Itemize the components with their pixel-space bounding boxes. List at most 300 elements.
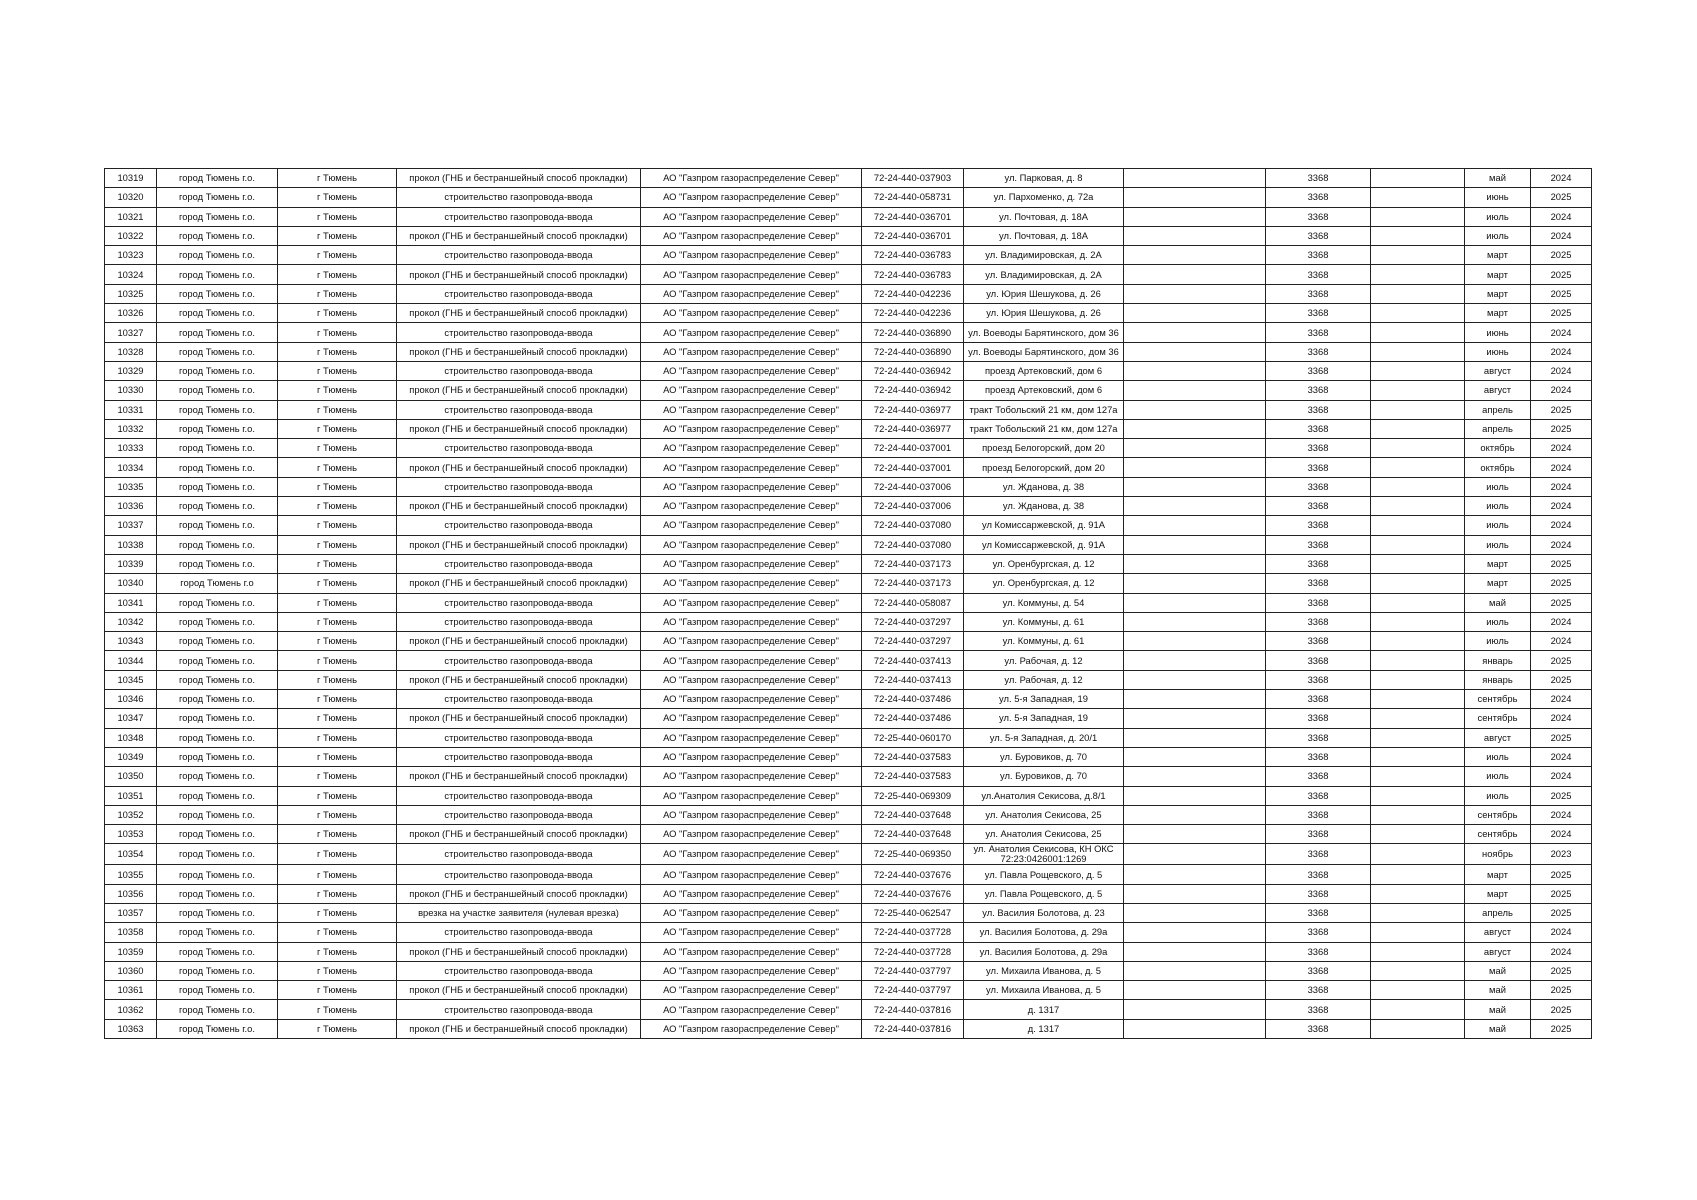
locality-cell: г Тюмень (278, 632, 397, 651)
table-row (105, 632, 1592, 651)
row-id-cell: 10359 (105, 942, 157, 961)
cadastral-cell: 72-24-440-036890 (862, 342, 964, 361)
table-row (105, 304, 1592, 323)
year-cell: 2024 (1531, 767, 1592, 786)
table-row (105, 323, 1592, 342)
month-cell: март (1465, 574, 1531, 593)
district-cell: город Тюмень г.о. (157, 516, 278, 535)
address-cell: д. 1317 (964, 1000, 1124, 1019)
month-cell: август (1465, 381, 1531, 400)
empty-cell (1124, 1000, 1266, 1019)
cadastral-cell: 72-24-440-037173 (862, 554, 964, 573)
code-cell: 3368 (1266, 825, 1371, 844)
table-row (105, 942, 1592, 961)
year-cell: 2025 (1531, 670, 1592, 689)
empty-cell (1371, 670, 1465, 689)
address-cell: ул Комиссаржевской, д. 91А (964, 535, 1124, 554)
row-id-cell: 10341 (105, 593, 157, 612)
district-cell: город Тюмень г.о. (157, 593, 278, 612)
month-cell: март (1465, 265, 1531, 284)
organization-cell: АО "Газпром газораспределение Север" (641, 593, 862, 612)
work-type-cell: прокол (ГНБ и бестраншейный способ прокладки) (397, 981, 641, 1000)
locality-cell: г Тюмень (278, 554, 397, 573)
year-cell: 2025 (1531, 865, 1592, 884)
address-cell: ул Комиссаржевской, д. 91А (964, 516, 1124, 535)
organization-cell: АО "Газпром газораспределение Север" (641, 844, 862, 865)
empty-cell (1124, 304, 1266, 323)
empty-cell (1371, 535, 1465, 554)
work-type-cell: прокол (ГНБ и бестраншейный способ прокладки) (397, 884, 641, 903)
address-cell: ул. Анатолия Секисова, 25 (964, 825, 1124, 844)
locality-cell: г Тюмень (278, 574, 397, 593)
locality-cell: г Тюмень (278, 439, 397, 458)
organization-cell: АО "Газпром газораспределение Север" (641, 439, 862, 458)
cadastral-cell: 72-24-440-037173 (862, 574, 964, 593)
district-cell: город Тюмень г.о. (157, 246, 278, 265)
row-id-cell: 10360 (105, 961, 157, 980)
organization-cell: АО "Газпром газораспределение Север" (641, 419, 862, 438)
work-type-cell: строительство газопровода-ввода (397, 844, 641, 865)
month-cell: июль (1465, 477, 1531, 496)
table-body (105, 169, 1592, 1039)
month-cell: июнь (1465, 188, 1531, 207)
year-cell: 2024 (1531, 805, 1592, 824)
year-cell: 2024 (1531, 169, 1592, 188)
locality-cell: г Тюмень (278, 786, 397, 805)
cadastral-cell: 72-24-440-037006 (862, 477, 964, 496)
year-cell: 2024 (1531, 942, 1592, 961)
address-cell: ул. Пархоменко, д. 72а (964, 188, 1124, 207)
empty-cell (1371, 1000, 1465, 1019)
organization-cell: АО "Газпром газораспределение Север" (641, 458, 862, 477)
code-cell: 3368 (1266, 265, 1371, 284)
cadastral-cell: 72-24-440-036783 (862, 246, 964, 265)
work-type-cell: прокол (ГНБ и бестраншейный способ прокладки) (397, 942, 641, 961)
row-id-cell: 10337 (105, 516, 157, 535)
work-type-cell: строительство газопровода-ввода (397, 516, 641, 535)
organization-cell: АО "Газпром газораспределение Север" (641, 207, 862, 226)
cadastral-cell: 72-24-440-042236 (862, 284, 964, 303)
code-cell: 3368 (1266, 844, 1371, 865)
empty-cell (1124, 439, 1266, 458)
district-cell: город Тюмень г.о. (157, 651, 278, 670)
empty-cell (1371, 226, 1465, 245)
month-cell: май (1465, 981, 1531, 1000)
locality-cell: г Тюмень (278, 884, 397, 903)
row-id-cell: 10330 (105, 381, 157, 400)
month-cell: июль (1465, 747, 1531, 766)
row-id-cell: 10336 (105, 497, 157, 516)
empty-cell (1371, 554, 1465, 573)
empty-cell (1371, 651, 1465, 670)
locality-cell: г Тюмень (278, 1019, 397, 1038)
table-row (105, 865, 1592, 884)
organization-cell: АО "Газпром газораспределение Север" (641, 265, 862, 284)
empty-cell (1371, 632, 1465, 651)
work-type-cell: строительство газопровода-ввода (397, 786, 641, 805)
cadastral-cell: 72-24-440-036783 (862, 265, 964, 284)
cadastral-cell: 72-25-440-069350 (862, 844, 964, 865)
empty-cell (1124, 709, 1266, 728)
address-cell: ул. Владимировская, д. 2А (964, 265, 1124, 284)
locality-cell: г Тюмень (278, 670, 397, 689)
month-cell: май (1465, 961, 1531, 980)
table-row (105, 535, 1592, 554)
locality-cell: г Тюмень (278, 284, 397, 303)
month-cell: сентябрь (1465, 690, 1531, 709)
empty-cell (1371, 439, 1465, 458)
organization-cell: АО "Газпром газораспределение Север" (641, 535, 862, 554)
year-cell: 2024 (1531, 632, 1592, 651)
organization-cell: АО "Газпром газораспределение Север" (641, 516, 862, 535)
row-id-cell: 10329 (105, 361, 157, 380)
organization-cell: АО "Газпром газораспределение Север" (641, 304, 862, 323)
address-cell: ул. Василия Болотова, д. 29а (964, 923, 1124, 942)
empty-cell (1124, 593, 1266, 612)
row-id-cell: 10354 (105, 844, 157, 865)
table-row (105, 961, 1592, 980)
row-id-cell: 10328 (105, 342, 157, 361)
address-cell: ул. Коммуны, д. 61 (964, 632, 1124, 651)
locality-cell: г Тюмень (278, 767, 397, 786)
address-cell: ул. Михаила Иванова, д. 5 (964, 981, 1124, 1000)
month-cell: март (1465, 246, 1531, 265)
empty-cell (1371, 516, 1465, 535)
table-row (105, 400, 1592, 419)
row-id-cell: 10357 (105, 903, 157, 922)
month-cell: март (1465, 884, 1531, 903)
empty-cell (1124, 207, 1266, 226)
work-type-cell: строительство газопровода-ввода (397, 612, 641, 631)
table-row (105, 805, 1592, 824)
month-cell: март (1465, 554, 1531, 573)
district-cell: город Тюмень г.о. (157, 942, 278, 961)
work-type-cell: строительство газопровода-ввода (397, 246, 641, 265)
row-id-cell: 10340 (105, 574, 157, 593)
empty-cell (1124, 226, 1266, 245)
month-cell: июль (1465, 226, 1531, 245)
organization-cell: АО "Газпром газораспределение Север" (641, 323, 862, 342)
organization-cell: АО "Газпром газораспределение Север" (641, 632, 862, 651)
table-row (105, 844, 1592, 865)
month-cell: июль (1465, 612, 1531, 631)
row-id-cell: 10363 (105, 1019, 157, 1038)
cadastral-cell: 72-25-440-069309 (862, 786, 964, 805)
empty-cell (1371, 1019, 1465, 1038)
table-row (105, 516, 1592, 535)
empty-cell (1124, 361, 1266, 380)
table-row (105, 825, 1592, 844)
row-id-cell: 10346 (105, 690, 157, 709)
empty-cell (1124, 169, 1266, 188)
district-cell: город Тюмень г.о. (157, 439, 278, 458)
locality-cell: г Тюмень (278, 805, 397, 824)
empty-cell (1371, 593, 1465, 612)
table-row (105, 246, 1592, 265)
empty-cell (1371, 884, 1465, 903)
organization-cell: АО "Газпром газораспределение Север" (641, 226, 862, 245)
code-cell: 3368 (1266, 419, 1371, 438)
district-cell: город Тюмень г.о. (157, 690, 278, 709)
row-id-cell: 10334 (105, 458, 157, 477)
locality-cell: г Тюмень (278, 844, 397, 865)
work-type-cell: прокол (ГНБ и бестраншейный способ прокладки) (397, 709, 641, 728)
address-cell: ул. Почтовая, д. 18А (964, 207, 1124, 226)
district-cell: город Тюмень г.о. (157, 728, 278, 747)
code-cell: 3368 (1266, 458, 1371, 477)
empty-cell (1124, 535, 1266, 554)
row-id-cell: 10343 (105, 632, 157, 651)
district-cell: город Тюмень г.о. (157, 1000, 278, 1019)
organization-cell: АО "Газпром газораспределение Север" (641, 400, 862, 419)
empty-cell (1371, 342, 1465, 361)
locality-cell: г Тюмень (278, 942, 397, 961)
organization-cell: АО "Газпром газораспределение Север" (641, 381, 862, 400)
district-cell: город Тюмень г.о. (157, 265, 278, 284)
table-row (105, 690, 1592, 709)
locality-cell: г Тюмень (278, 903, 397, 922)
district-cell: город Тюмень г.о. (157, 961, 278, 980)
address-cell: ул. Воеводы Барятинского, дом 36 (964, 342, 1124, 361)
empty-cell (1371, 381, 1465, 400)
work-type-cell: прокол (ГНБ и бестраншейный способ прокладки) (397, 497, 641, 516)
code-cell: 3368 (1266, 1000, 1371, 1019)
empty-cell (1371, 786, 1465, 805)
work-type-cell: строительство газопровода-ввода (397, 805, 641, 824)
work-type-cell: строительство газопровода-ввода (397, 188, 641, 207)
empty-cell (1371, 497, 1465, 516)
empty-cell (1124, 942, 1266, 961)
address-cell: ул. 5-я Западная, д. 20/1 (964, 728, 1124, 747)
empty-cell (1124, 284, 1266, 303)
empty-cell (1371, 923, 1465, 942)
year-cell: 2024 (1531, 535, 1592, 554)
code-cell: 3368 (1266, 477, 1371, 496)
work-type-cell: строительство газопровода-ввода (397, 477, 641, 496)
empty-cell (1371, 961, 1465, 980)
cadastral-cell: 72-24-440-037001 (862, 458, 964, 477)
month-cell: август (1465, 942, 1531, 961)
year-cell: 2024 (1531, 497, 1592, 516)
table-row (105, 767, 1592, 786)
code-cell: 3368 (1266, 400, 1371, 419)
month-cell: май (1465, 1019, 1531, 1038)
code-cell: 3368 (1266, 535, 1371, 554)
locality-cell: г Тюмень (278, 361, 397, 380)
work-type-cell: прокол (ГНБ и бестраншейный способ прокладки) (397, 304, 641, 323)
table-row (105, 574, 1592, 593)
address-cell: ул. Василия Болотова, д. 23 (964, 903, 1124, 922)
district-cell: город Тюмень г.о. (157, 419, 278, 438)
address-cell: ул. Парковая, д. 8 (964, 169, 1124, 188)
organization-cell: АО "Газпром газораспределение Север" (641, 728, 862, 747)
cadastral-cell: 72-24-440-037903 (862, 169, 964, 188)
row-id-cell: 10332 (105, 419, 157, 438)
year-cell: 2024 (1531, 323, 1592, 342)
work-type-cell: строительство газопровода-ввода (397, 728, 641, 747)
year-cell: 2025 (1531, 304, 1592, 323)
address-cell: ул. Жданова, д. 38 (964, 497, 1124, 516)
district-cell: город Тюмень г.о. (157, 825, 278, 844)
district-cell: город Тюмень г.о. (157, 284, 278, 303)
cadastral-cell: 72-24-440-037648 (862, 825, 964, 844)
row-id-cell: 10325 (105, 284, 157, 303)
organization-cell: АО "Газпром газораспределение Север" (641, 1019, 862, 1038)
work-type-cell: строительство газопровода-ввода (397, 923, 641, 942)
year-cell: 2025 (1531, 188, 1592, 207)
district-cell: город Тюмень г.о. (157, 497, 278, 516)
empty-cell (1371, 612, 1465, 631)
empty-cell (1124, 246, 1266, 265)
cadastral-cell: 72-24-440-037816 (862, 1019, 964, 1038)
locality-cell: г Тюмень (278, 381, 397, 400)
organization-cell: АО "Газпром газораспределение Север" (641, 169, 862, 188)
year-cell: 2025 (1531, 574, 1592, 593)
month-cell: август (1465, 923, 1531, 942)
district-cell: город Тюмень г.о. (157, 361, 278, 380)
code-cell: 3368 (1266, 670, 1371, 689)
empty-cell (1371, 981, 1465, 1000)
empty-cell (1371, 690, 1465, 709)
organization-cell: АО "Газпром газораспределение Север" (641, 865, 862, 884)
work-type-cell: прокол (ГНБ и бестраншейный способ прокладки) (397, 670, 641, 689)
row-id-cell: 10361 (105, 981, 157, 1000)
address-cell: ул. Юрия Шешукова, д. 26 (964, 284, 1124, 303)
work-type-cell: строительство газопровода-ввода (397, 690, 641, 709)
month-cell: октябрь (1465, 458, 1531, 477)
district-cell: город Тюмень г.о. (157, 458, 278, 477)
row-id-cell: 10331 (105, 400, 157, 419)
cadastral-cell: 72-24-440-058731 (862, 188, 964, 207)
table-row (105, 786, 1592, 805)
district-cell: город Тюмень г.о. (157, 612, 278, 631)
address-cell: ул. Оренбургская, д. 12 (964, 554, 1124, 573)
year-cell: 2024 (1531, 226, 1592, 245)
code-cell: 3368 (1266, 786, 1371, 805)
district-cell: город Тюмень г.о. (157, 884, 278, 903)
row-id-cell: 10323 (105, 246, 157, 265)
code-cell: 3368 (1266, 342, 1371, 361)
code-cell: 3368 (1266, 961, 1371, 980)
work-type-cell: строительство газопровода-ввода (397, 865, 641, 884)
code-cell: 3368 (1266, 690, 1371, 709)
organization-cell: АО "Газпром газораспределение Север" (641, 805, 862, 824)
district-cell: город Тюмень г.о. (157, 632, 278, 651)
year-cell: 2024 (1531, 709, 1592, 728)
cadastral-cell: 72-24-440-037413 (862, 651, 964, 670)
organization-cell: АО "Газпром газораспределение Север" (641, 786, 862, 805)
district-cell: город Тюмень г.о. (157, 767, 278, 786)
cadastral-cell: 72-24-440-036942 (862, 381, 964, 400)
empty-cell (1124, 574, 1266, 593)
empty-cell (1124, 728, 1266, 747)
month-cell: июль (1465, 516, 1531, 535)
district-cell: город Тюмень г.о. (157, 670, 278, 689)
organization-cell: АО "Газпром газораспределение Север" (641, 574, 862, 593)
empty-cell (1371, 207, 1465, 226)
organization-cell: АО "Газпром газораспределение Север" (641, 747, 862, 766)
work-type-cell: строительство газопровода-ввода (397, 323, 641, 342)
locality-cell: г Тюмень (278, 747, 397, 766)
work-type-cell: прокол (ГНБ и бестраншейный способ прокладки) (397, 825, 641, 844)
code-cell: 3368 (1266, 612, 1371, 631)
empty-cell (1371, 284, 1465, 303)
row-id-cell: 10321 (105, 207, 157, 226)
empty-cell (1124, 381, 1266, 400)
cadastral-cell: 72-24-440-037728 (862, 942, 964, 961)
code-cell: 3368 (1266, 981, 1371, 1000)
address-cell: ул. Михаила Иванова, д. 5 (964, 961, 1124, 980)
month-cell: июль (1465, 535, 1531, 554)
empty-cell (1124, 265, 1266, 284)
row-id-cell: 10358 (105, 923, 157, 942)
locality-cell: г Тюмень (278, 865, 397, 884)
table-row (105, 226, 1592, 245)
year-cell: 2024 (1531, 612, 1592, 631)
cadastral-cell: 72-24-440-058087 (862, 593, 964, 612)
year-cell: 2024 (1531, 516, 1592, 535)
code-cell: 3368 (1266, 767, 1371, 786)
district-cell: город Тюмень г.о. (157, 381, 278, 400)
locality-cell: г Тюмень (278, 825, 397, 844)
empty-cell (1124, 767, 1266, 786)
empty-cell (1124, 342, 1266, 361)
year-cell: 2025 (1531, 284, 1592, 303)
empty-cell (1371, 903, 1465, 922)
address-cell: тракт Тобольский 21 км, дом 127а (964, 419, 1124, 438)
locality-cell: г Тюмень (278, 265, 397, 284)
row-id-cell: 10356 (105, 884, 157, 903)
locality-cell: г Тюмень (278, 304, 397, 323)
cadastral-cell: 72-24-440-036701 (862, 207, 964, 226)
district-cell: город Тюмень г.о. (157, 709, 278, 728)
empty-cell (1124, 805, 1266, 824)
district-cell: город Тюмень г.о. (157, 747, 278, 766)
table-row (105, 419, 1592, 438)
locality-cell: г Тюмень (278, 612, 397, 631)
year-cell: 2024 (1531, 690, 1592, 709)
row-id-cell: 10353 (105, 825, 157, 844)
empty-cell (1371, 709, 1465, 728)
table-row (105, 747, 1592, 766)
year-cell: 2025 (1531, 419, 1592, 438)
month-cell: январь (1465, 670, 1531, 689)
code-cell: 3368 (1266, 593, 1371, 612)
work-type-cell: прокол (ГНБ и бестраншейный способ прокладки) (397, 419, 641, 438)
row-id-cell: 10338 (105, 535, 157, 554)
empty-cell (1124, 747, 1266, 766)
empty-cell (1124, 419, 1266, 438)
row-id-cell: 10333 (105, 439, 157, 458)
table-row (105, 728, 1592, 747)
locality-cell: г Тюмень (278, 690, 397, 709)
table-row (105, 651, 1592, 670)
empty-cell (1124, 961, 1266, 980)
cadastral-cell: 72-24-440-037676 (862, 865, 964, 884)
district-cell: город Тюмень г.о. (157, 535, 278, 554)
organization-cell: АО "Газпром газораспределение Север" (641, 767, 862, 786)
row-id-cell: 10348 (105, 728, 157, 747)
empty-cell (1124, 516, 1266, 535)
code-cell: 3368 (1266, 632, 1371, 651)
locality-cell: г Тюмень (278, 226, 397, 245)
year-cell: 2025 (1531, 884, 1592, 903)
empty-cell (1371, 188, 1465, 207)
district-cell: город Тюмень г.о. (157, 844, 278, 865)
locality-cell: г Тюмень (278, 246, 397, 265)
empty-cell (1371, 246, 1465, 265)
table-row (105, 458, 1592, 477)
